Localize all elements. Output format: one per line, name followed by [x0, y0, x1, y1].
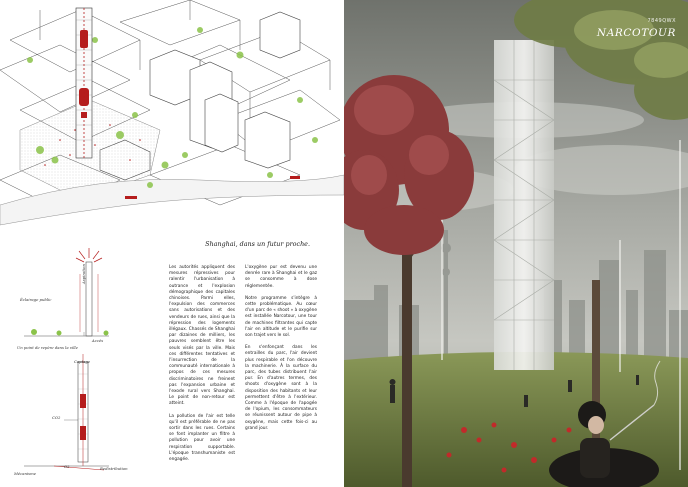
label-acces: Accès [92, 338, 104, 343]
tower-axonometric [76, 8, 92, 158]
tower-mechanism-diagram [14, 244, 114, 480]
label-aspiration: Aspiration [81, 264, 86, 284]
text-column-1 [169, 265, 235, 469]
label-eclairage: Éclairage public [20, 297, 52, 302]
label-point-repere: Un point de repère dans la ville [17, 345, 78, 350]
project-code: 7849QWX [647, 18, 676, 24]
text-column-2 [245, 265, 317, 438]
drawing-caption: Shanghai, dans un futur proche. [205, 240, 310, 248]
axonometric-city-drawing [0, 0, 344, 240]
paragraph: Notre programme s'intègre à cette problématique. Au cœur d'un parc de « shoot » à oxygène est installée Narcotour, une tour de machines filtrantes qui capte l'air en altitude et le purifie sur son trajet vers le sol. [245, 295, 317, 339]
paragraph: Les autorités appliquent des mesures répressives pour ralentir l'urbanisation à outrance et l'explosion démographique des capitales chinoises. Parmi elles, l'expulsion des commerces sans autorisations et des vendeurs de rues, ainsi que la répression des logements illégaux. Chassés de Shanghai par dizaines de milliers, les pauvres semblent être les seuls visés par la ville. Mais ces différentes tentatives et l'insurrection de la communauté internationale à propos de ces mesures discriminatoires ne freinent pas l'expansion urbaine et l'exode rural vers Shanghai. Le point de non-retour est atteint. [169, 265, 235, 407]
paragraph: L'oxygène pur est devenu une denrée rare à Shanghai et le gaz se consomme à dose réglementée. [245, 265, 317, 289]
label-o2: O2 [64, 464, 70, 469]
narcotour-tower [494, 40, 554, 370]
label-mecanisme: Mécanisme [14, 471, 36, 476]
mechanism-sketch [24, 354, 109, 470]
park-rendering [344, 0, 688, 487]
label-redistribution: Redistribution [100, 466, 128, 471]
aspiration-sketch [24, 248, 109, 336]
label-captage: Captage [74, 359, 91, 364]
title-block [597, 18, 676, 39]
rendering-image [344, 0, 688, 487]
label-co2: CO2 [52, 415, 61, 420]
project-title: NARCOTOUR [596, 27, 676, 39]
paragraph: La pollution de l'air est telle qu'il est préférable de ne pas sortir dans les rues. Certains se font implanter un filtre à pollution pour avoir une respiration supportable. L'époque transhumaniste est engagée. [169, 413, 235, 463]
paragraph: En s'enfonçant dans les entrailles du parc, l'air devient plus respirable et l'on découvre la machinerie. À la surface du parc, des tubes distribuent l'air pur. En d'autres termes, des shoots d'oxygène sont à la disposition des habitants et leur permettent d'être à l'extérieur. Comme à l'époque de l'apogée de l'opium, les consommateurs se réunissent autour de pipe à oxygène, mais cette fois-ci au grand jour. [245, 345, 317, 431]
